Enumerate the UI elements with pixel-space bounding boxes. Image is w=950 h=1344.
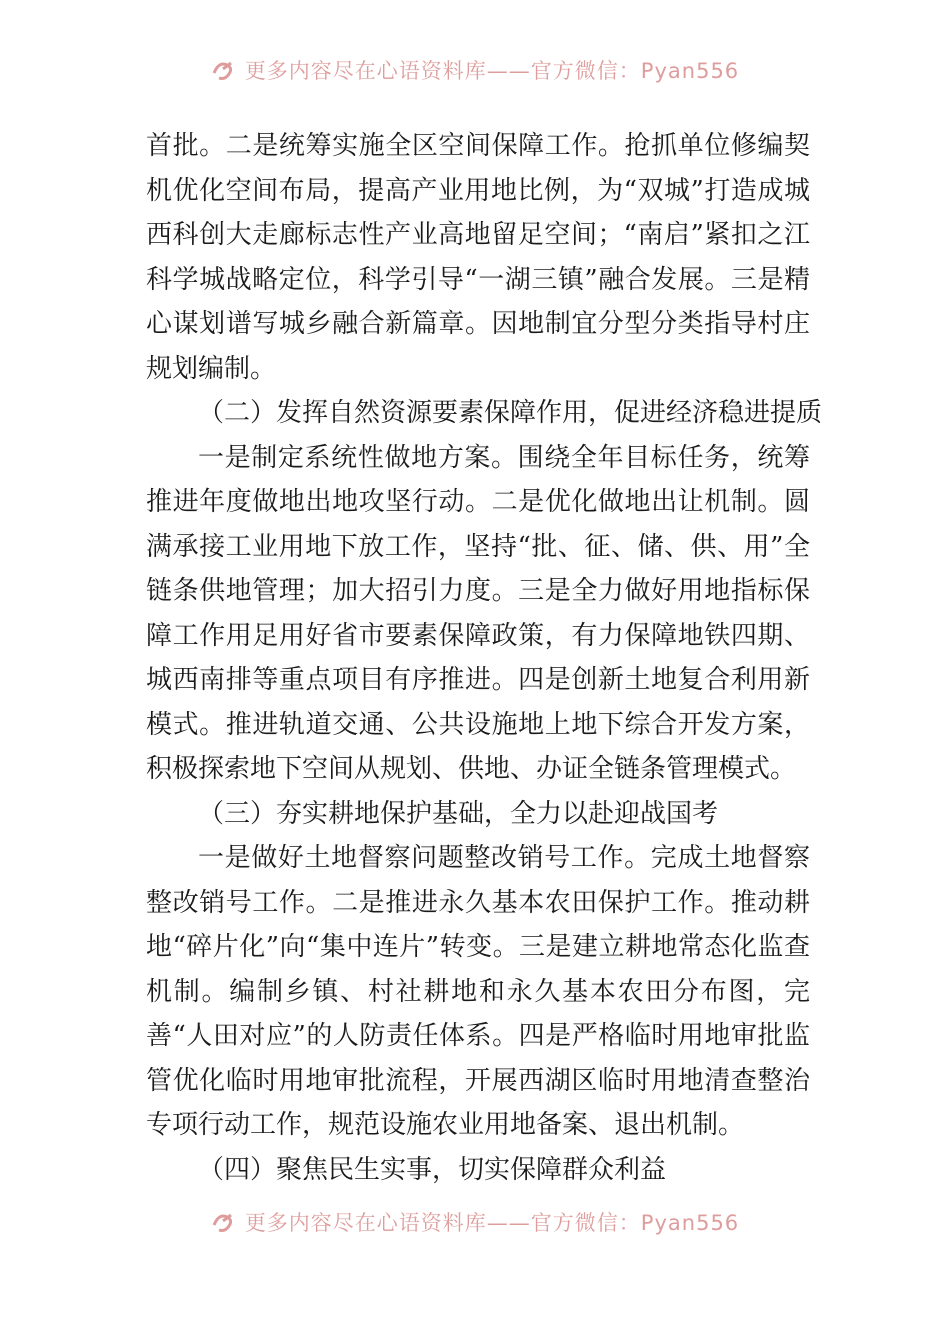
paragraph: 一是做好土地督察问题整改销号工作。完成土地督察整改销号工作。二是推进永久基本农田保护工作。推动耕地“碎片化”向“集中连片”转变。三是建立耕地常态化监查机制。编制乡镇、村社耕地和永久基本农田分布图，完善“人田对应”的人防责任体系。四是严格临时用地审批监管优化临时用地审批流程，开展西湖区临时用地清查整治专项行动工作，规范设施农业用地备案、退出机制。 [146, 843, 810, 1140]
section-heading: （三）夯实耕地保护基础，全力以赴迎战国考 [198, 798, 719, 829]
paragraph: 一是制定系统性做地方案。围绕全年目标任务，统筹推进年度做地出地攻坚行动。二是优化做地出让机制。圆满承接工业用地下放工作，坚持“批、征、储、供、用”全链条供地管理；加大招引力度。三是全力做好用地指标保障工作用足用好省市要素保障政策，有力保障地铁四期、城西南排等重点项目有序推进。四是创新土地复合利用新模式。推进轨道交通、公共设施地上地下综合开发方案，积极探索地下空间从规划、供地、办证全链条管理模式。 [146, 442, 810, 784]
watermark-text: 更多内容尽在心语资料库——官方微信：Pyan556 [244, 1211, 740, 1235]
watermark-header [0, 50, 950, 90]
watermark-footer [0, 1202, 950, 1242]
paragraph: 首批。二是统筹实施全区空间保障工作。抢抓单位修编契机优化空间布局，提高产业用地比例，为“双城”打造成城西科创大走廊标志性产业高地留足空间；“南启”紧扣之江科学城战略定位，科学引导“一湖三镇”融合发展。三是精心谋划谱写城乡融合新篇章。因地制宜分型分类指导村庄规划编制。 [146, 131, 810, 384]
section-heading: （四）聚焦民生实事，切实保障群众利益 [198, 1154, 667, 1185]
section-heading: （二）发挥自然资源要素保障作用，促进经济稳进提质 [198, 398, 823, 428]
document-body [146, 124, 823, 1192]
watermark-text: 更多内容尽在心语资料库——官方微信：Pyan556 [244, 59, 740, 83]
logo-icon [211, 1211, 237, 1233]
logo-icon [211, 59, 237, 81]
